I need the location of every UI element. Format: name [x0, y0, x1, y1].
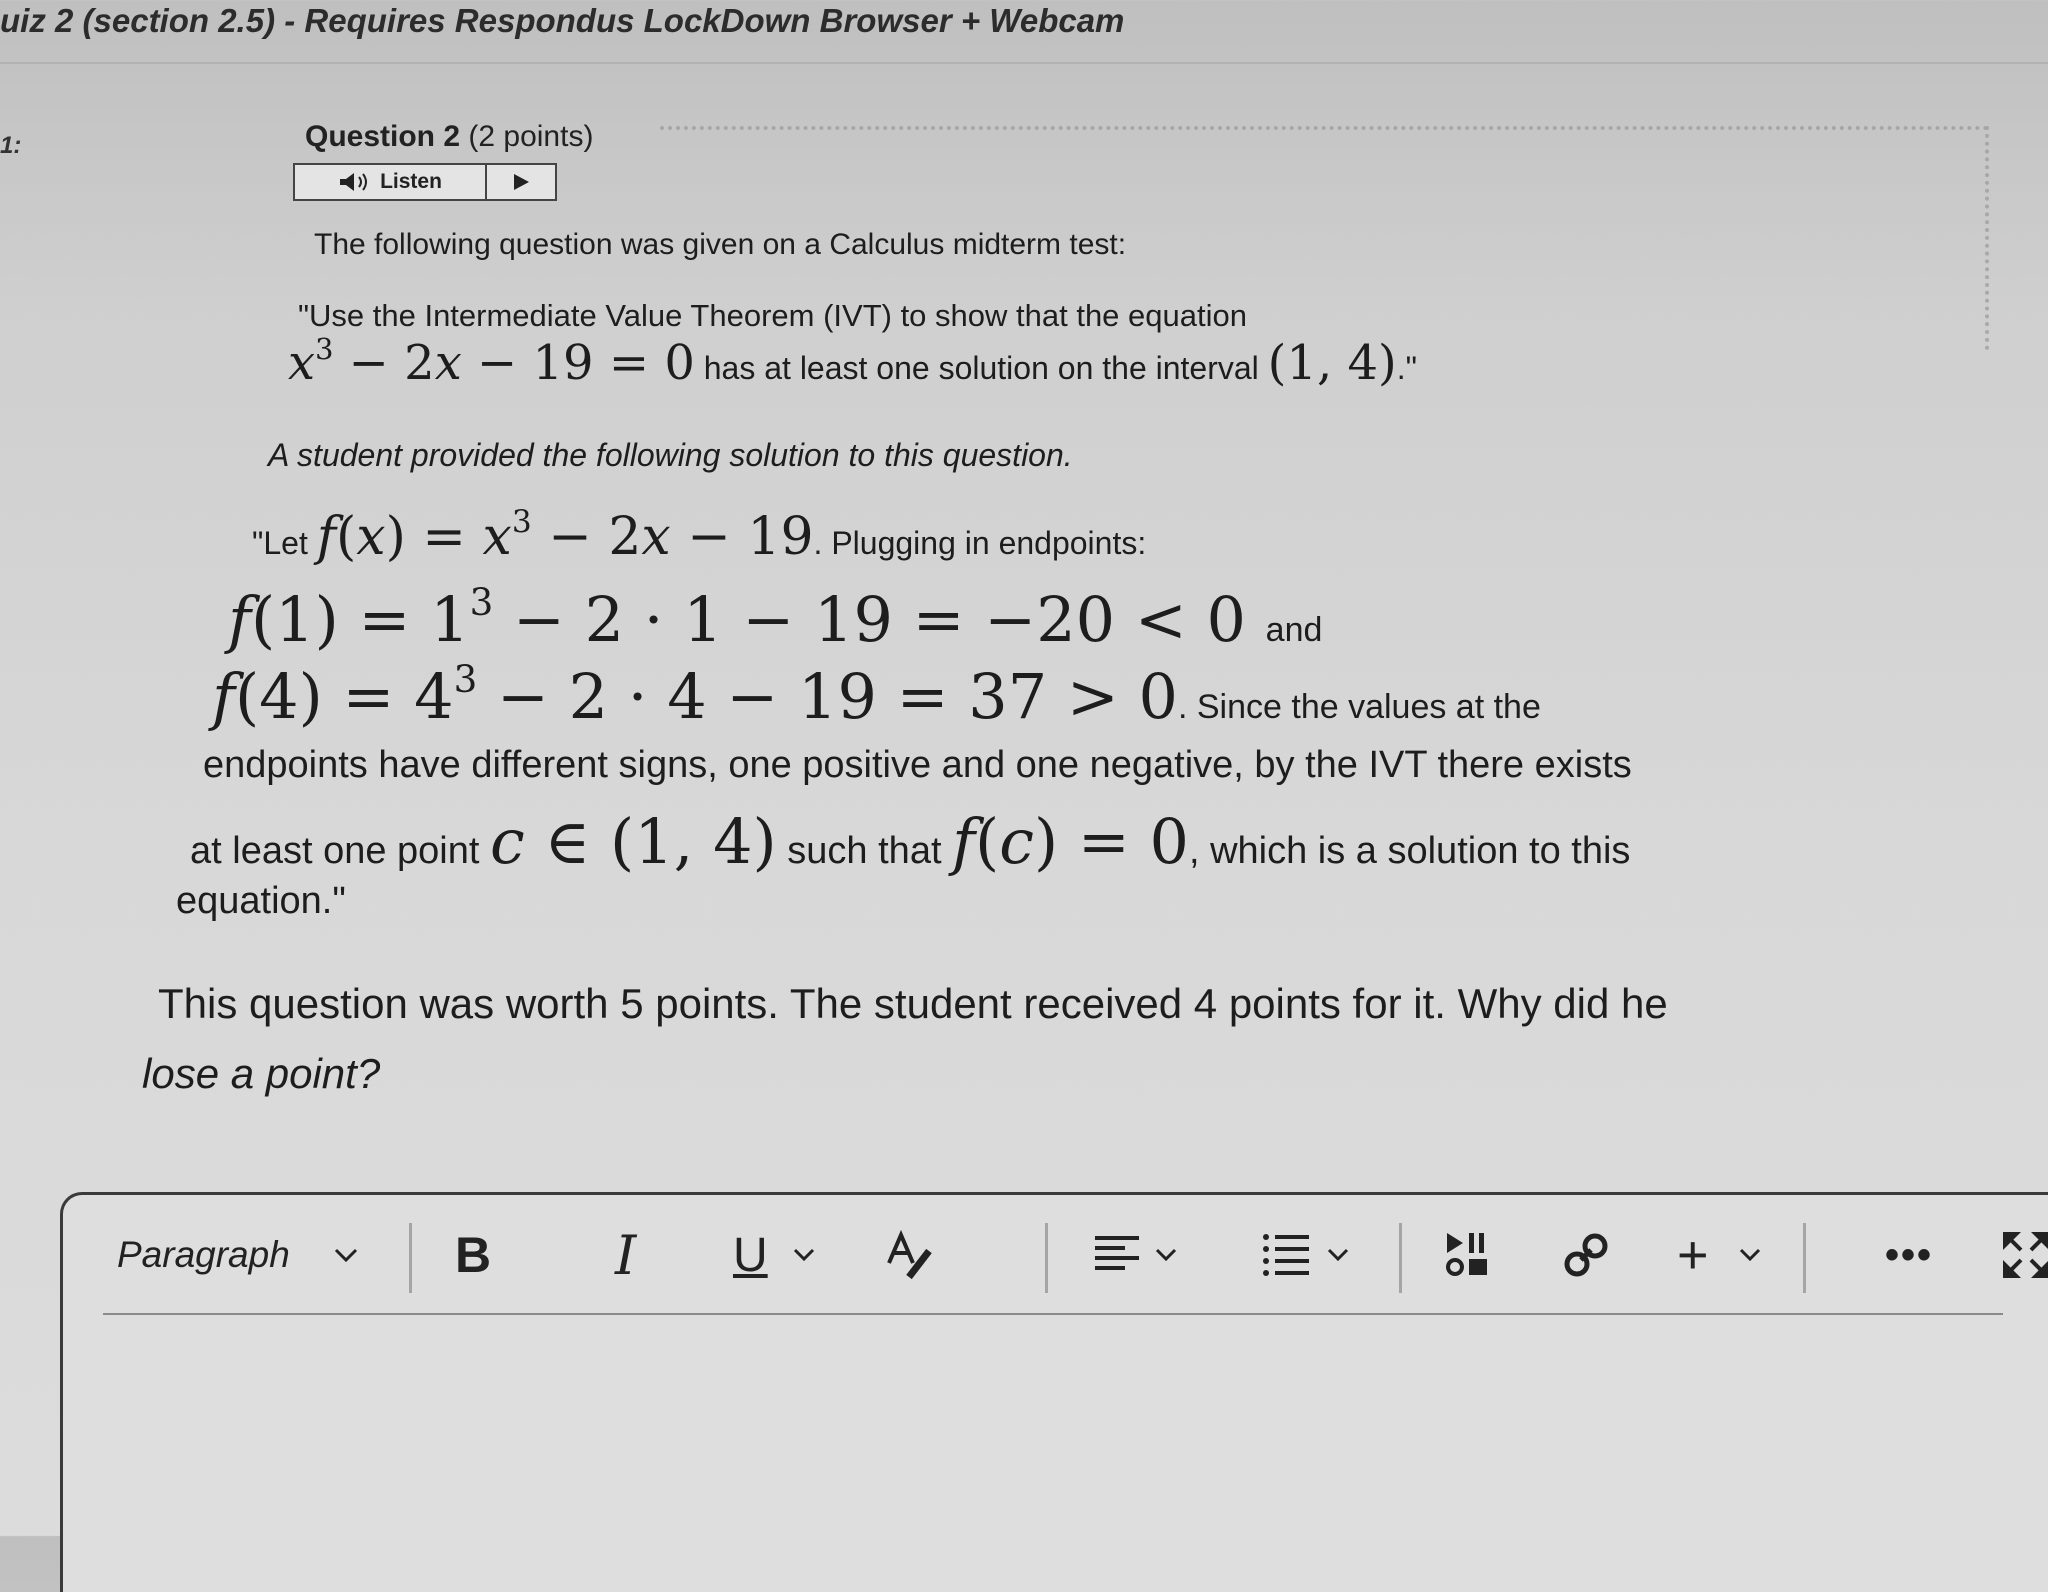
f1-math: $f(1) = 1^3 - 2 \cdot 1 - 19 = -20 < 0$: [228, 579, 1246, 656]
worth-line-2: lose a point?: [142, 1050, 381, 1097]
insert-options-chevron[interactable]: [1739, 1225, 1761, 1285]
align-icon: [1093, 1232, 1141, 1278]
insert-plus-button[interactable]: +: [1677, 1225, 1709, 1285]
link-icon: [1561, 1230, 1611, 1280]
such-that-text: such that: [787, 830, 942, 872]
solution-endpoints-line: endpoints have different signs, one positive and one negative, by the IVT there exists: [203, 744, 1632, 786]
block-format-select[interactable]: Paragraph: [117, 1234, 290, 1275]
listen-button[interactable]: [295, 165, 487, 199]
toolbar-divider: [1803, 1223, 1806, 1293]
align-button[interactable]: [1093, 1225, 1141, 1285]
media-icon: [1443, 1229, 1495, 1281]
text-format-button[interactable]: [883, 1225, 935, 1285]
solution-f4-line: [212, 656, 1541, 733]
at-least-text: at least one point: [190, 830, 480, 872]
toolbar-divider: [409, 1223, 412, 1293]
answer-editor[interactable]: [60, 1192, 2048, 1592]
more-options-button[interactable]: •••: [1885, 1232, 1934, 1277]
solution-let-line: [252, 504, 1147, 567]
quote-line-2: [288, 331, 1417, 391]
solution-point-line: [190, 805, 1630, 878]
f4-math: $f(4) = 4^3 - 2 \cdot 4 - 19 = 37 > 0$: [212, 656, 1178, 733]
block-format-chevron[interactable]: [333, 1225, 359, 1285]
underline-options-chevron[interactable]: [793, 1225, 815, 1285]
quiz-title: uiz 2 (section 2.5) - Requires Respondus LockDown Browser + Webcam: [0, 2, 1125, 39]
chevron-down-icon: [1155, 1248, 1177, 1262]
question-points: (2 points): [468, 120, 594, 153]
play-icon: [512, 173, 530, 191]
question-title: [305, 120, 593, 154]
interval-math: (1, 4): [1267, 335, 1397, 391]
question-intro: The following question was given on a Calculus midterm test:: [314, 228, 1127, 261]
chevron-down-icon: [1327, 1248, 1349, 1262]
chevron-down-icon: [1739, 1248, 1761, 1262]
play-button[interactable]: [487, 165, 555, 199]
which-is-text: , which is a solution to this: [1188, 830, 1631, 872]
plugging-text: . Plugging in endpoints:: [813, 525, 1147, 561]
editor-content-area[interactable]: [103, 1317, 2003, 1587]
italic-button[interactable]: I: [615, 1223, 637, 1287]
toolbar-divider: [1399, 1223, 1402, 1293]
chevron-down-icon: [333, 1247, 359, 1263]
fc-zero-math: f(c) = 0: [952, 805, 1189, 878]
let-prefix: "Let: [252, 525, 308, 561]
editor-toolbar: [103, 1195, 2003, 1315]
list-options-chevron[interactable]: [1327, 1225, 1349, 1285]
quote-end: .": [1396, 350, 1417, 386]
list-button[interactable]: [1261, 1225, 1311, 1285]
listen-label: Listen: [380, 170, 442, 193]
and-text: and: [1265, 611, 1323, 649]
bold-button[interactable]: B: [455, 1227, 492, 1283]
equation-math: $x^3 - 2x - 19 = 0$: [288, 331, 695, 391]
since-text: . Since the values at the: [1177, 688, 1541, 726]
c-in-interval-math: c ∈ (1, 4): [490, 805, 777, 878]
expand-button[interactable]: [1999, 1225, 2048, 1285]
list-icon: [1261, 1231, 1311, 1279]
text-format-icon: [883, 1229, 935, 1281]
quote-line-1: "Use the Intermediate Value Theorem (IVT) to show that the equation: [298, 298, 1247, 333]
speaker-icon: [338, 171, 372, 193]
window-header: [0, 0, 2048, 64]
chevron-down-icon: [793, 1248, 815, 1262]
underline-button[interactable]: U: [733, 1228, 768, 1282]
student-intro: A student provided the following solution to this question.: [268, 437, 1073, 473]
worth-line-1: This question was worth 5 points. The student received 4 points for it. Why did he: [158, 980, 1668, 1027]
align-options-chevron[interactable]: [1155, 1225, 1177, 1285]
solution-end-line: equation.": [176, 880, 346, 922]
expand-icon: [1999, 1228, 2048, 1282]
function-definition-math: $f(x) = x^3 - 2x - 19$: [316, 504, 814, 567]
question-number-marker: 1:: [0, 132, 22, 159]
quote-line-2-text: has at least one solution on the interval: [703, 350, 1259, 386]
question-label: Question 2: [305, 120, 461, 153]
media-button[interactable]: [1443, 1225, 1495, 1285]
solution-f1-line: [228, 579, 1323, 656]
listen-toolbar: [293, 163, 557, 201]
toolbar-divider: [1045, 1223, 1048, 1293]
link-button[interactable]: [1561, 1225, 1611, 1285]
